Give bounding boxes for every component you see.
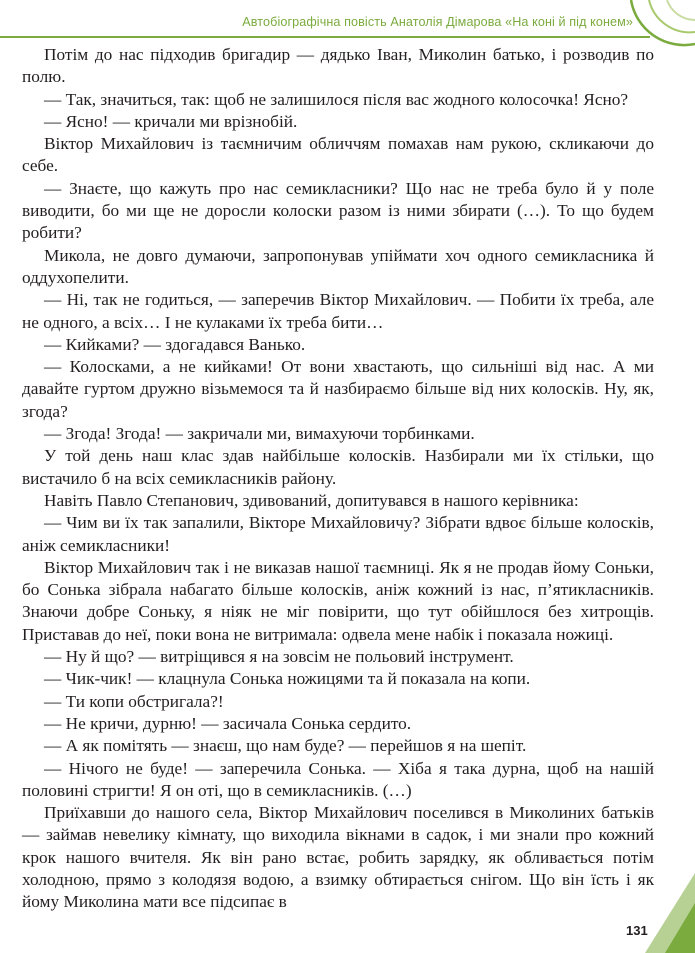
decorative-arcs-icon (625, 0, 695, 48)
paragraph: — Ну й що? — витріщився я на зовсім не польовий інструмент. (44, 647, 514, 667)
paragraph: — Ти копи обстригала?! (44, 691, 224, 711)
corner-triangles-icon (635, 873, 695, 953)
paragraph: У той день наш клас здав найбільше колосків. Назбирали ми їх стільки, що вистачило б на всіх семикласників району. (22, 446, 654, 488)
paragraph: Віктор Михайлович так і не виказав нашої таємниці. Як я не продав йому Соньки, бо Сонька зібрала набагато більше колосків, аніж кожний із нас, п’ятикласників. Знаючи добре Соньку, я ніяк не міг повірити, що тут обійшлося без хитрощів. Приставав до неї, поки вона не витримала: одвела мене набік і показала ножиці. (22, 557, 654, 644)
paragraph: — Так, значиться, так: щоб не залишилося після вас жодного колосочка! Ясно? (44, 89, 629, 109)
header-rule (0, 36, 650, 38)
body-text (22, 44, 654, 914)
paragraph: — Чик-чик! — клацнула Сонька ножицями та й показала на копи. (44, 669, 531, 689)
paragraph: — Нічого не буде! — заперечила Сонька. — Хіба я така дурна, щоб на нашій половині стригти! Я он оті, що в семикласників. (…) (22, 758, 654, 800)
paragraph: — Ясно! — кричали ми врізнобій. (44, 111, 298, 131)
paragraph: — А як помітять — знаєш, що нам буде? — перейшов я на шепіт. (44, 736, 527, 756)
paragraph: Потім до нас підходив бригадир — дядько Іван, Миколин батько, і розводив по полю. (22, 45, 654, 87)
paragraph: — Не кричи, дурню! — засичала Сонька сердито. (44, 713, 412, 733)
page-header (0, 0, 695, 44)
paragraph: — Колосками, а не кийками! От вони хвастають, що сильніші від нас. А ми давайте гуртом дружно візьмемося та й назбираємо більше від них колосків. Ну, як, згода? (22, 357, 654, 421)
paragraph: — Ні, так не годиться, — заперечив Віктор Михайлович. — Побити їх треба, але не одного, а всіх… І не кулаками їх треба бити… (22, 290, 654, 332)
paragraph: Навіть Павло Степанович, здивований, допитувався в нашого керівника: (44, 490, 579, 510)
paragraph: Віктор Михайлович із таємничим обличчям помахав нам рукою, скликаючи до себе. (22, 134, 654, 176)
paragraph: Микола, не довго думаючи, запропонував упіймати хоч одного семикласника й оддухопелити. (22, 245, 654, 287)
paragraph: — Кийками? — здогадався Ванько. (44, 334, 306, 354)
running-title: Автобіографічна повість Анатолія Дімарова «На коні й під конем» (242, 15, 633, 29)
page-number: 131 (626, 923, 648, 938)
paragraph: — Знаєте, що кажуть про нас семикласники? Що нас не треба було й у поле виводити, бо ми ще не доросли колоски разом із ними збирати (…). То що будем робити? (22, 178, 654, 243)
paragraph: — Чим ви їх так запалили, Вікторе Михайловичу? Зібрати вдвоє більше колосків, аніж семикласники! (22, 513, 654, 555)
paragraph: — Згода! Згода! — закричали ми, вимахуючи торбинками. (44, 424, 475, 444)
paragraph: Приїхавши до нашого села, Віктор Михайлович поселився в Миколиних батьків — займав невелику кімнату, що виходила вікнами в садок, і ми знали про кожний крок нашого вчителя. Як він рано встає, робить зарядку, як обливається потім холодною, прямо з колодязя водою, а взимку обтирається снігом. Що він їсть і як йому Миколина мати все підсипає в (22, 803, 654, 912)
